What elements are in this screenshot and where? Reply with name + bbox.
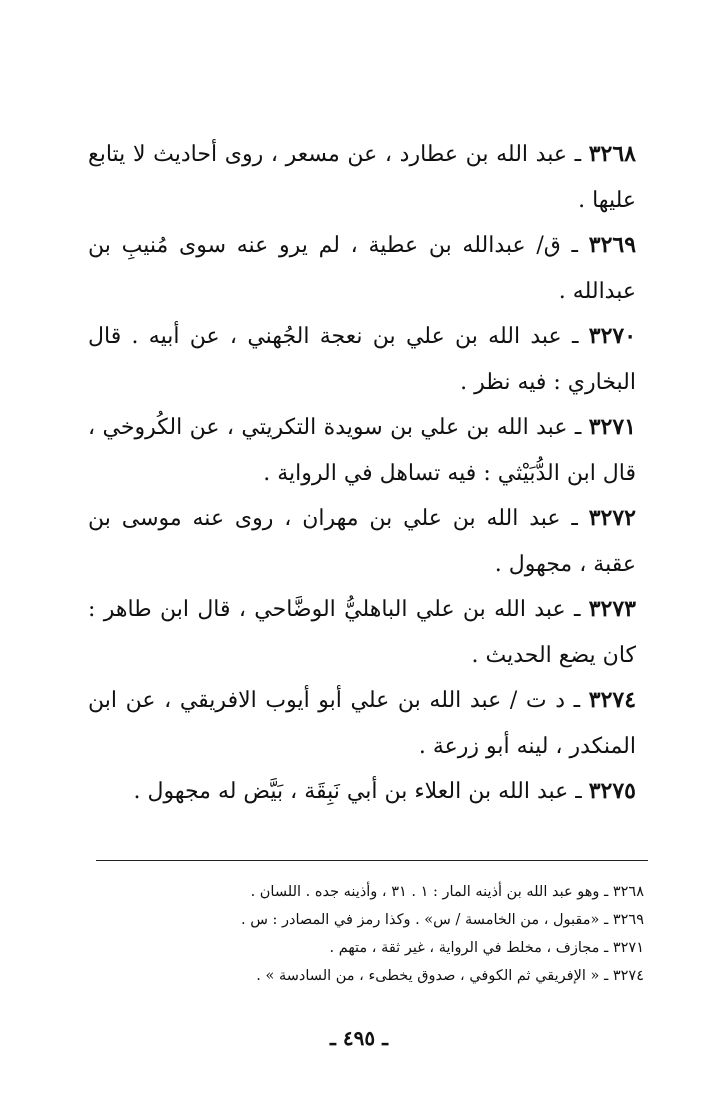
entry-text: ـ عبد الله بن العلاء بن أبي نَبِقَة ، بَيَّض له مجهول . — [133, 779, 582, 804]
entry-number: ٣٢٧٥ — [588, 778, 636, 804]
footnotes — [96, 878, 644, 990]
footnote-3269: ٣٢٦٩ ـ «مقبول ، من الخامسة / س» . وكذا رمز في المصادر : س . — [241, 912, 644, 928]
entry-3269 — [88, 223, 636, 314]
entry-3274 — [88, 678, 636, 769]
entry-text: ـ عبد الله بن علي بن نعجة الجُهني ، عن أبيه . قال البخاري : فيه نظر . — [88, 324, 636, 395]
footnote-3268: ٣٢٦٨ ـ وهو عبد الله بن أذينه المار : ١ . ٣١ ، وأذينه جده . اللسان . — [250, 884, 644, 900]
footnote-divider — [96, 860, 648, 861]
entry-3271 — [88, 405, 636, 496]
entry-number: ٣٢٧٠ — [588, 323, 637, 349]
entry-number: ٣٢٧٤ — [588, 687, 637, 713]
entry-text: ـ عبد الله بن علي بن سويدة التكريتي ، عن الكُروخي ، قال ابن الدُّبَيْثي : فيه تساهل في الرواية . — [88, 415, 636, 486]
footnote-3274: ٣٢٧٤ ـ « الإفريقي ثم الكوفي ، صدوق يخطىء ، من السادسة » . — [256, 968, 644, 984]
entry-number: ٣٢٧١ — [588, 414, 636, 440]
entry-text: ـ ق/ عبدالله بن عطية ، لم يرو عنه سوى مُنيبِ بن عبدالله . — [88, 233, 636, 304]
entry-text: ـ عبد الله بن علي بن مهران ، روى عنه موسى بن عقبة ، مجهول . — [88, 506, 636, 577]
entry-number: ٣٢٧٣ — [588, 596, 636, 622]
entry-3272 — [88, 496, 636, 587]
entry-number: ٣٢٧٢ — [588, 505, 636, 531]
entry-3268 — [88, 132, 636, 223]
entries-list — [88, 132, 636, 815]
entry-text: ـ عبد الله بن علي الباهليُّ الوضَّاحي ، قال ابن طاهر : كان يضع الحديث . — [88, 597, 636, 668]
entry-text: ـ د ت / عبد الله بن علي أبو أيوب الافريقي ، عن ابن المنكدر ، لينه أبو زرعة . — [88, 688, 636, 759]
entry-number: ٣٢٦٩ — [588, 232, 637, 258]
entry-3270 — [88, 314, 636, 405]
page-number: ـ ٤٩٥ ـ — [330, 1026, 388, 1050]
entry-3273 — [88, 587, 636, 678]
entry-3275 — [88, 769, 636, 815]
entry-text: ـ عبد الله بن عطارد ، عن مسعر ، روى أحاديث لا يتابع عليها . — [88, 142, 636, 213]
footnote-3271: ٣٢٧١ ـ مجازف ، مخلط في الرواية ، غير ثقة ، متهم . — [329, 940, 644, 956]
entry-number: ٣٢٦٨ — [588, 141, 636, 167]
